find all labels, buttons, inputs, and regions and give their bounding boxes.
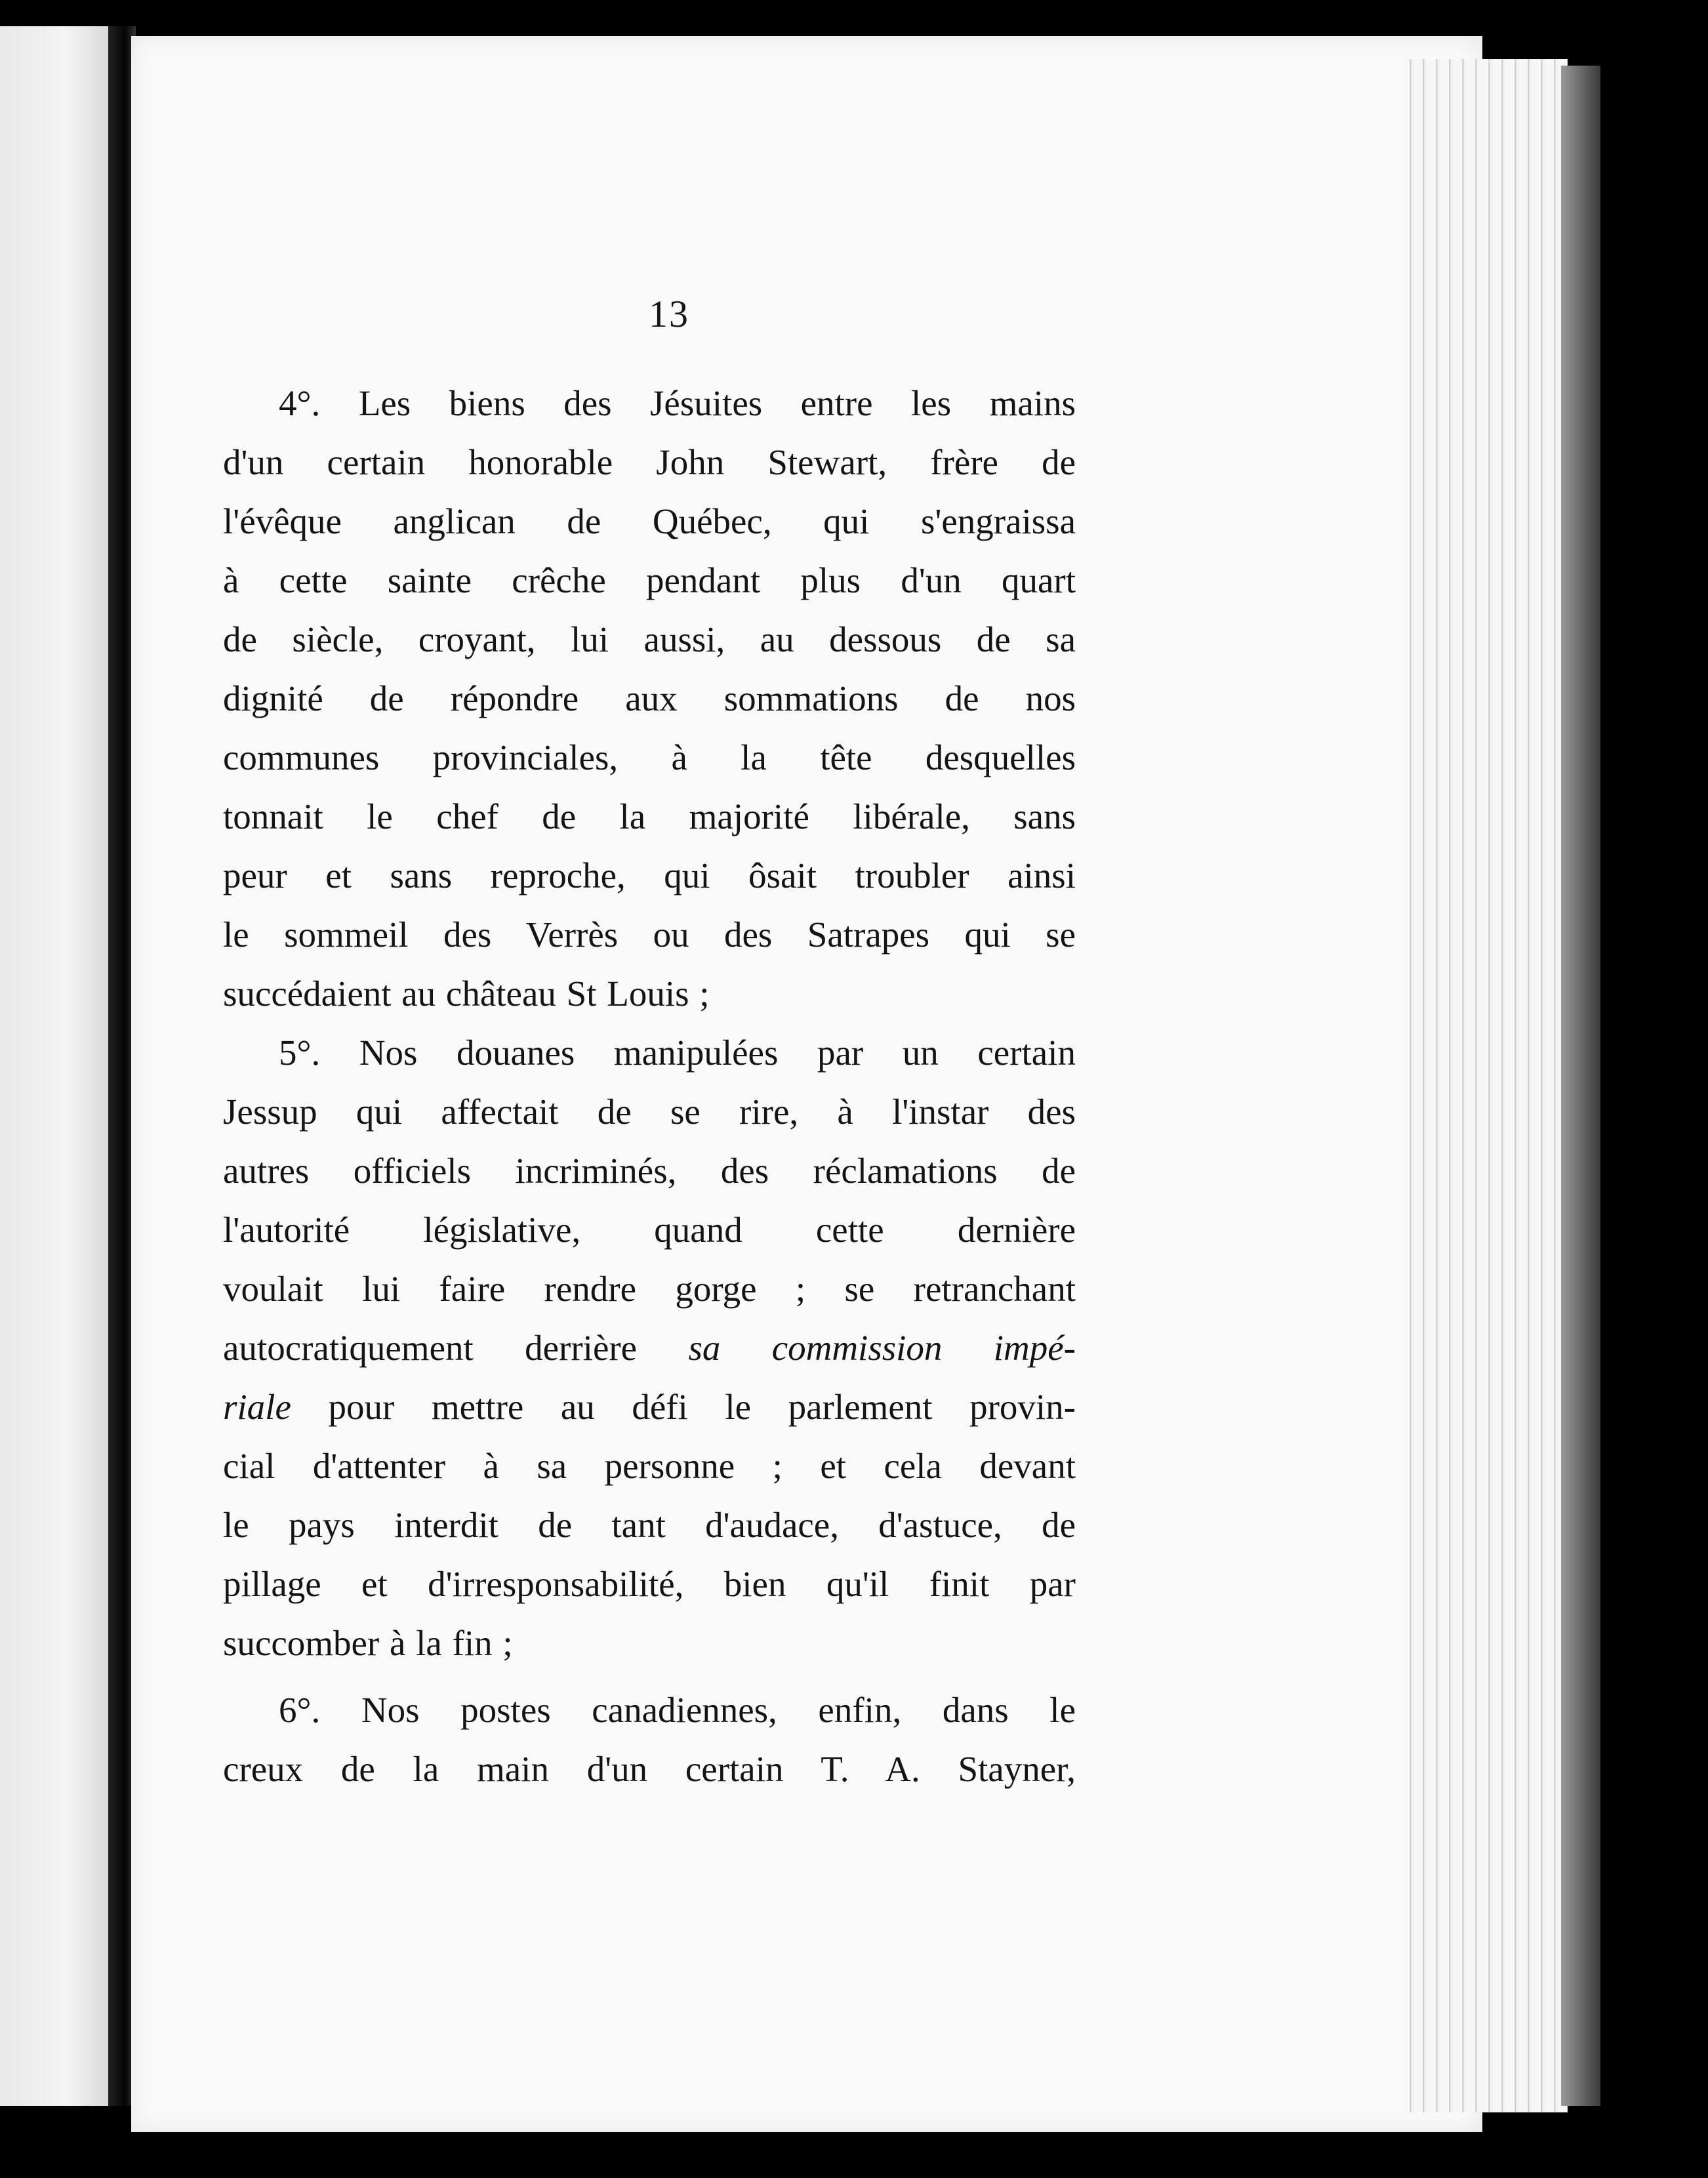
text-line: succomber à la fin ; [223,1623,513,1663]
text-line: dignité de répondre aux sommations de nos [223,678,1076,718]
text-line: autres officiels incriminés, des réclamations de [223,1151,1076,1191]
text-line: à cette sainte crêche pendant plus d'un quart [223,560,1076,600]
text-line: tonnait le chef de la majorité libérale, sans [223,796,1076,836]
text-line: l'autorité législative, quand cette dernière [223,1210,1076,1250]
text-line: le pays interdit de tant d'audace, d'astuce, de [223,1505,1076,1545]
left-page-edge [0,26,112,2106]
page-number: 13 [649,293,689,335]
text-line-mixed [223,1319,1076,1378]
text-line-mixed [223,1378,1076,1437]
text-line: 5°. Nos douanes manipulées par un certain [279,1033,1076,1073]
text-run: pour mettre au défi le parlement provin- [291,1387,1076,1427]
page-stack-edges [1404,59,1568,2112]
text-line: succédaient au château St Louis ; [223,974,710,1014]
text-line: pillage et d'irresponsabilité, bien qu'il finit par [223,1564,1076,1604]
text-run: autocratiquement derrière [223,1328,689,1368]
paragraph-gap [223,1673,1076,1681]
text-line: de siècle, croyant, lui aussi, au dessous de sa [223,619,1076,659]
body-text [223,374,1076,1799]
text-line: Jessup qui affectait de se rire, à l'instar des [223,1092,1076,1132]
text-line: cial d'attenter à sa personne ; et cela devant [223,1446,1076,1486]
text-line: 6°. Nos postes canadiennes, enfin, dans le [279,1690,1076,1730]
text-line: voulait lui faire rendre gorge ; se retranchant [223,1269,1076,1309]
text-line: communes provinciales, à la tête desquelles [223,737,1076,777]
text-line: creux de la main d'un certain T. A. Stayner, [223,1749,1076,1789]
text-line: peur et sans reproche, qui ôsait troubler ainsi [223,855,1076,895]
text-line: 4°. Les biens des Jésuites entre les mains [279,383,1076,423]
text-line: le sommeil des Verrès ou des Satrapes qui se [223,914,1076,955]
text-line: d'un certain honorable John Stewart, frère de [223,442,1076,482]
page-stack-shadow [1561,66,1600,2106]
italic-text-run: riale [223,1387,291,1427]
text-line: l'évêque anglican de Québec, qui s'engraissa [223,501,1076,541]
italic-text-run: sa commission impé- [688,1328,1076,1368]
